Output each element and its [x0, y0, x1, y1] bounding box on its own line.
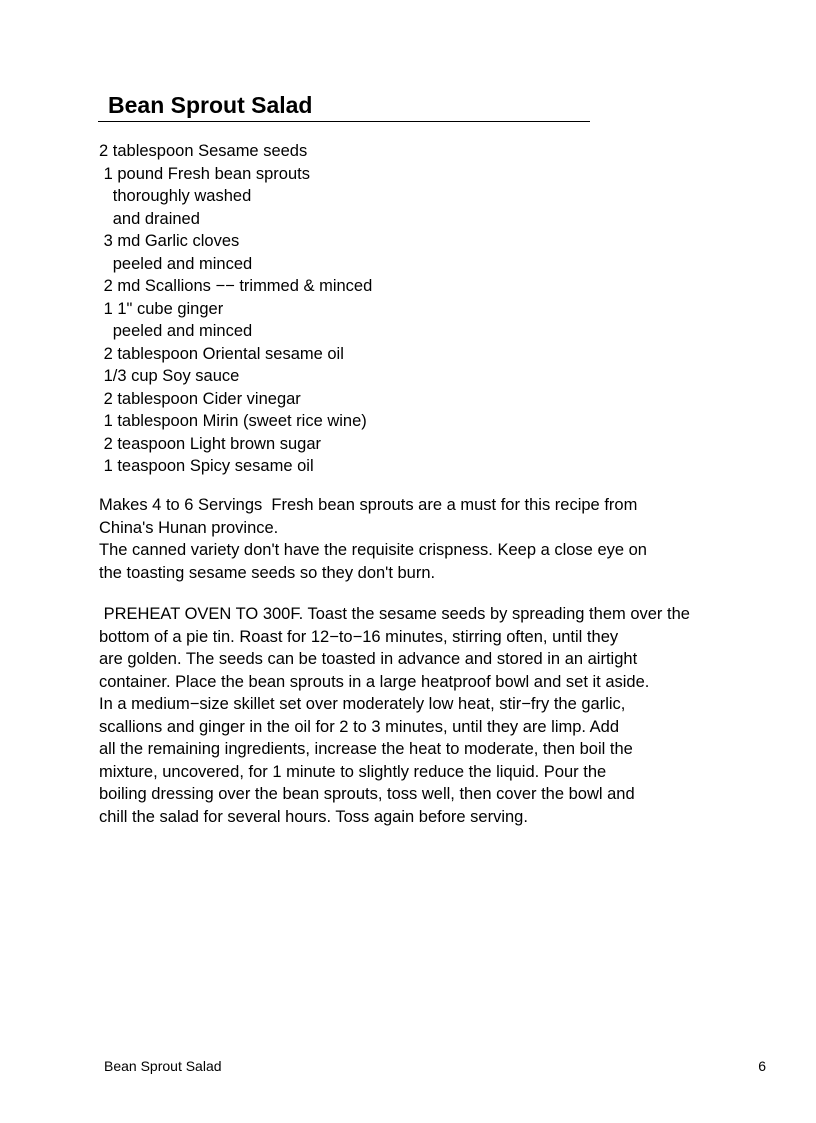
intro-paragraph: [99, 494, 647, 584]
ingredient-line: 2 tablespoon Cider vinegar: [99, 389, 301, 408]
method-line: are golden. The seeds can be toasted in advance and stored in an airtight: [99, 650, 638, 668]
method-line: bottom of a pie tin. Roast for 12−to−16 minutes, stirring often, until they: [99, 627, 619, 646]
method-line: In a medium−size skillet set over moderately low heat, stir−fry the garlic,: [99, 695, 626, 713]
intro-line: the toasting sesame seeds so they don't burn.: [99, 563, 436, 582]
method-paragraph: [99, 603, 690, 828]
intro-line: China's Hunan province.: [99, 518, 279, 537]
method-line: chill the salad for several hours. Toss again before serving.: [99, 807, 528, 826]
intro-line: Makes 4 to 6 Servings Fresh bean sprouts are a must for this recipe from: [99, 496, 638, 514]
ingredient-line: 1 pound Fresh bean sprouts: [99, 164, 310, 183]
method-line: mixture, uncovered, for 1 minute to slightly reduce the liquid. Pour the: [99, 762, 607, 781]
ingredient-line: 3 md Garlic cloves: [99, 232, 240, 250]
footer-title: Bean Sprout Salad: [104, 1058, 222, 1074]
method-line: PREHEAT OVEN TO 300F. Toast the sesame seeds by spreading them over the: [99, 605, 690, 623]
ingredient-line: 1 1" cube ginger: [99, 299, 224, 318]
ingredient-line: 1 tablespoon Mirin (sweet rice wine): [99, 412, 367, 430]
ingredient-line: 2 tablespoon Oriental sesame oil: [99, 344, 344, 363]
page-number: 6: [758, 1058, 766, 1074]
method-line: all the remaining ingredients, increase the heat to moderate, then boil the: [99, 740, 633, 758]
ingredient-line: 2 md Scallions −− trimmed & minced: [99, 277, 373, 295]
ingredient-line: peeled and minced: [99, 322, 253, 340]
page-title: Bean Sprout Salad: [108, 92, 313, 118]
ingredient-line: and drained: [99, 209, 200, 228]
ingredient-line: thoroughly washed: [99, 187, 252, 205]
method-line: scallions and ginger in the oil for 2 to 3 minutes, until they are limp. Add: [99, 717, 620, 736]
ingredient-list: [99, 140, 759, 478]
ingredient-line: peeled and minced: [99, 254, 253, 273]
intro-line: The canned variety don't have the requisite crispness. Keep a close eye on: [99, 541, 647, 559]
ingredient-line: 2 teaspoon Light brown sugar: [99, 434, 321, 453]
title-underline: [98, 121, 590, 122]
ingredient-line: 1 teaspoon Spicy sesame oil: [99, 457, 314, 475]
ingredient-line: 2 tablespoon Sesame seeds: [99, 142, 308, 160]
method-line: boiling dressing over the bean sprouts, toss well, then cover the bowl and: [99, 785, 635, 803]
ingredient-line: 1/3 cup Soy sauce: [99, 367, 240, 385]
method-line: container. Place the bean sprouts in a large heatproof bowl and set it aside.: [99, 672, 650, 691]
